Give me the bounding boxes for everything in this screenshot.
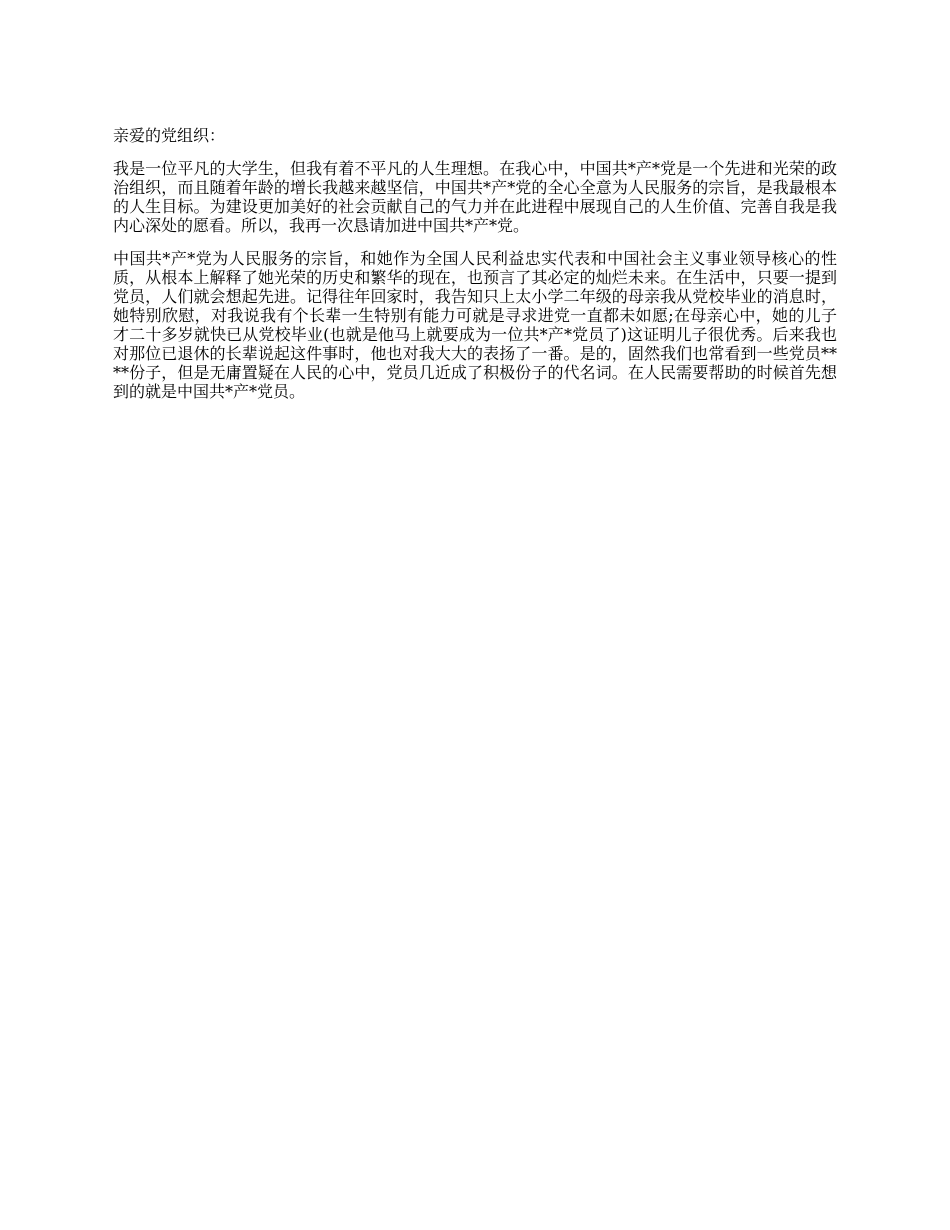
paragraph-1: 我是一位平凡的大学生，但我有着不平凡的人生理想。在我心中，中国共*产*党是一个先进和光荣的政治组织，而且随着年龄的增长我越来越坚信，中国共*产*党的全心全意为人民服务的宗旨，是我最根本的人生目标。为建设更加美好的社会贡献自己的气力并在此进程中展现自己的人生价值、完善自我是我内心深处的愿看。所以，我再一次恳请加进中国共*产*党。: [113, 159, 837, 235]
salutation: 亲爱的党组织：: [113, 126, 226, 145]
paragraph-2: 中国共*产*党为人民服务的宗旨，和她作为全国人民利益忠实代表和中国社会主义事业领导核心的性质，从根本上解释了她光荣的历史和繁华的现在，也预言了其必定的灿烂未来。在生活中，只要一提到党员，人们就会想起先进。记得往年回家时，我告知只上太小学二年级的母亲我从党校毕业的消息时，她特别欣慰，对我说我有个长辈一生特别有能力可就是寻求进党一直都未如愿;在母亲心中，她的儿子才二十多岁就快已从党校毕业(也就是他马上就要成为一位共*产*党员了)这证明儿子很优秀。后来我也对那位已退休的长辈说起这件事时，他也对我大大的表扬了一番。是的，固然我们也常看到一些党员****份子，但是无庸置疑在人民的心中，党员几近成了积极份子的代名词。在人民需要帮助的时候首先想到的就是中国共*产*党员。: [113, 249, 837, 401]
document-page: [113, 126, 837, 415]
